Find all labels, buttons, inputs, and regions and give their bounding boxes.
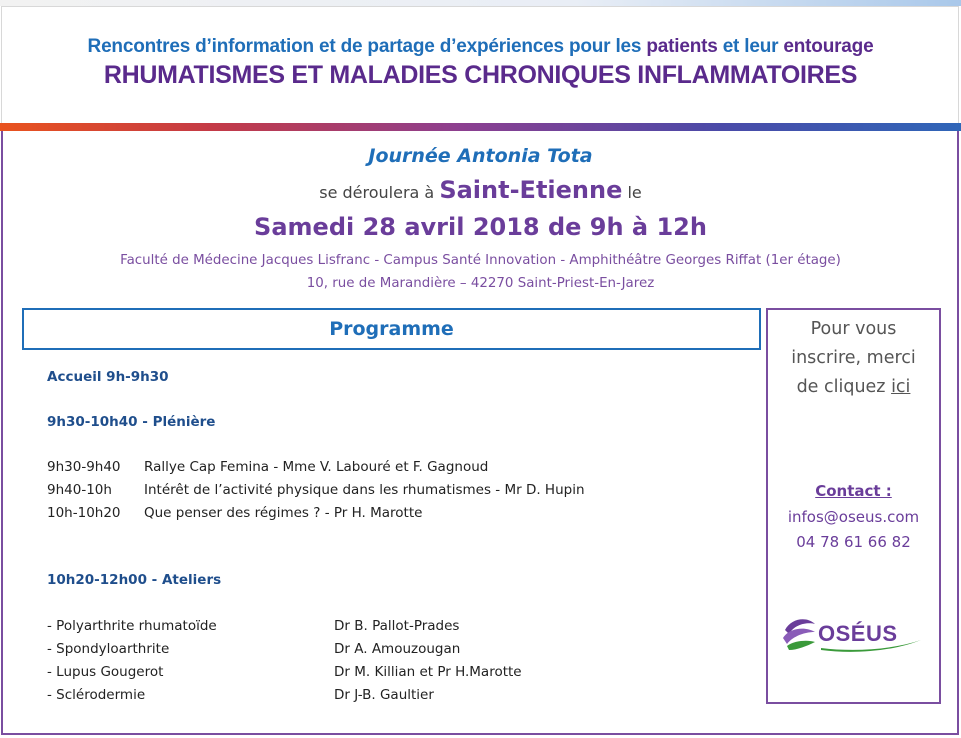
- contact-email[interactable]: infos@oseus.com: [787, 508, 920, 526]
- header-subtitle: Rencontres d’information et de partage d’expériences pour les patients et leur entourage: [87, 36, 874, 57]
- event-location-line: se déroulera à Saint-Etienne le: [319, 176, 642, 204]
- programme-title: Programme: [22, 308, 761, 350]
- plenary-row: 9h30-9h40 Rallye Cap Femina - Mme V. Labouré et F. Gagnoud: [47, 459, 489, 475]
- register-text-3: de cliquez ici: [796, 377, 911, 397]
- workshop-speaker: Dr A. Amouzougan: [334, 641, 461, 657]
- workshop-topic: - Sclérodermie: [47, 687, 146, 703]
- oseus-logo-text: OSÉUS: [818, 621, 898, 646]
- event-date: Samedi 28 avril 2018 de 9h à 12h: [254, 213, 707, 241]
- gradient-divider: [0, 123, 961, 131]
- workshop-speaker: Dr M. Killian et Pr H.Marotte: [334, 664, 522, 680]
- venue-line-2: 10, rue de Marandière – 42270 Saint-Priest-En-Jarez: [306, 276, 655, 291]
- header-title: RHUMATISMES ET MALADIES CHRONIQUES INFLAMMATOIRES: [103, 61, 858, 89]
- welcome-heading: Accueil 9h-9h30: [47, 369, 169, 385]
- header-banner: [0, 0, 961, 128]
- workshop-topic: - Lupus Gougerot: [47, 664, 164, 680]
- event-name: Journée Antonia Tota: [368, 145, 593, 167]
- venue-line-1: Faculté de Médecine Jacques Lisfranc - Campus Santé Innovation - Amphithéâtre Georges Riffat (1er étage): [120, 253, 841, 268]
- plenary-row: 9h40-10h Intérêt de l’activité physique dans les rhumatismes - Mr D. Hupin: [47, 482, 585, 498]
- contact-label: Contact :: [815, 482, 892, 500]
- plenary-heading: 9h30-10h40 - Plénière: [47, 414, 216, 430]
- register-link[interactable]: ici: [891, 377, 911, 397]
- workshop-speaker: Dr B. Pallot-Prades: [334, 618, 460, 634]
- contact-phone: 04 78 61 66 82: [796, 533, 911, 551]
- workshop-topic: - Spondyloarthrite: [47, 641, 170, 657]
- register-text-2: inscrire, merci: [791, 348, 916, 368]
- plenary-row: 10h-10h20 Que penser des régimes ? - Pr H. Marotte: [47, 505, 423, 521]
- workshop-speaker: Dr J-B. Gaultier: [334, 687, 434, 703]
- event-city: Saint-Etienne: [439, 176, 623, 204]
- workshop-topic: - Polyarthrite rhumatoïde: [47, 618, 217, 634]
- register-text-1: Pour vous: [810, 319, 897, 339]
- workshops-heading: 10h20-12h00 - Ateliers: [47, 572, 222, 588]
